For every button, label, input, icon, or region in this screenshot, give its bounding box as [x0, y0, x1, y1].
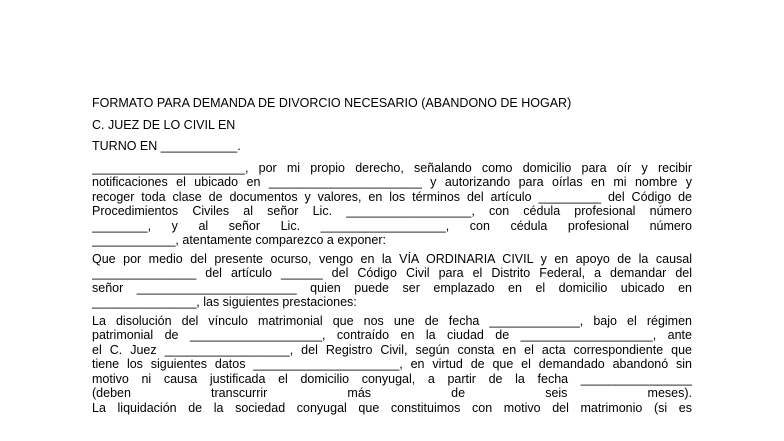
paragraph-line: ______________________, por mi propio derecho, señalando como domicilio para oír y recibir: [92, 160, 692, 175]
document-title: FORMATO PARA DEMANDA DE DIVORCIO NECESARIO (ABANDONO DE HOGAR): [92, 96, 572, 110]
paragraph-line: señor _______________________ quien puede ser emplazado en el domicilio ubicado en: [92, 280, 692, 295]
paragraph-line: _______________ del artículo ______ del Código Civil para el Distrito Federal, a demandar del: [92, 266, 692, 280]
paragraph-line: ________, y al señor Lic. __________________, con cédula profesional número: [92, 218, 692, 233]
paragraph-line: (deben transcurrir más de seis meses).: [92, 386, 692, 400]
paragraph-line: La liquidación de la sociedad conyugal que constituimos con motivo del matrimonio (si es: [92, 400, 692, 415]
paragraph-line: La disolución del vínculo matrimonial que nos une de fecha _____________, bajo el régimen: [92, 313, 692, 328]
paragraph-line: tiene los siguientes datos _____________________, en virtud de que el demandado abandonó sin: [92, 357, 692, 371]
paragraph-line: ____________, atentamente comparezco a exponer:: [92, 233, 386, 247]
addressee-line: C. JUEZ DE LO CIVIL EN: [92, 117, 236, 132]
paragraph-line: recoger toda clase de documentos y valores, en los términos del artículo _________ del Código de: [92, 189, 692, 204]
paragraph-line: motivo ni causa justificada el domicilio conyugal, a partir de la fecha ________________: [92, 371, 692, 386]
paragraph-claim: [92, 252, 692, 310]
paragraph-line: patrimonial de ___________________, contraído en la ciudad de ___________________, ante: [92, 328, 692, 342]
document-body: [92, 96, 692, 419]
paragraph-dissolution: [92, 314, 692, 416]
paragraph-line: Procedimientos Civiles al señor Lic. __________________, con cédula profesional número: [92, 204, 692, 218]
paragraph-line: Que por medio del presente ocurso, vengo en la VÍA ORDINARIA CIVIL y en apoyo de la causal: [92, 251, 692, 266]
paragraph-appearance: [92, 161, 692, 248]
paragraph-line: _______________, las siguientes prestaciones:: [92, 295, 357, 309]
paragraph-line: notificaciones el ubicado en ______________________ y autorizando para oírlas en mi nombre y: [92, 175, 692, 189]
turn-line: TURNO EN ___________.: [92, 139, 241, 153]
paragraph-line: el C. Juez __________________, del Registro Civil, según consta en el acta correspondiente que: [92, 342, 692, 357]
